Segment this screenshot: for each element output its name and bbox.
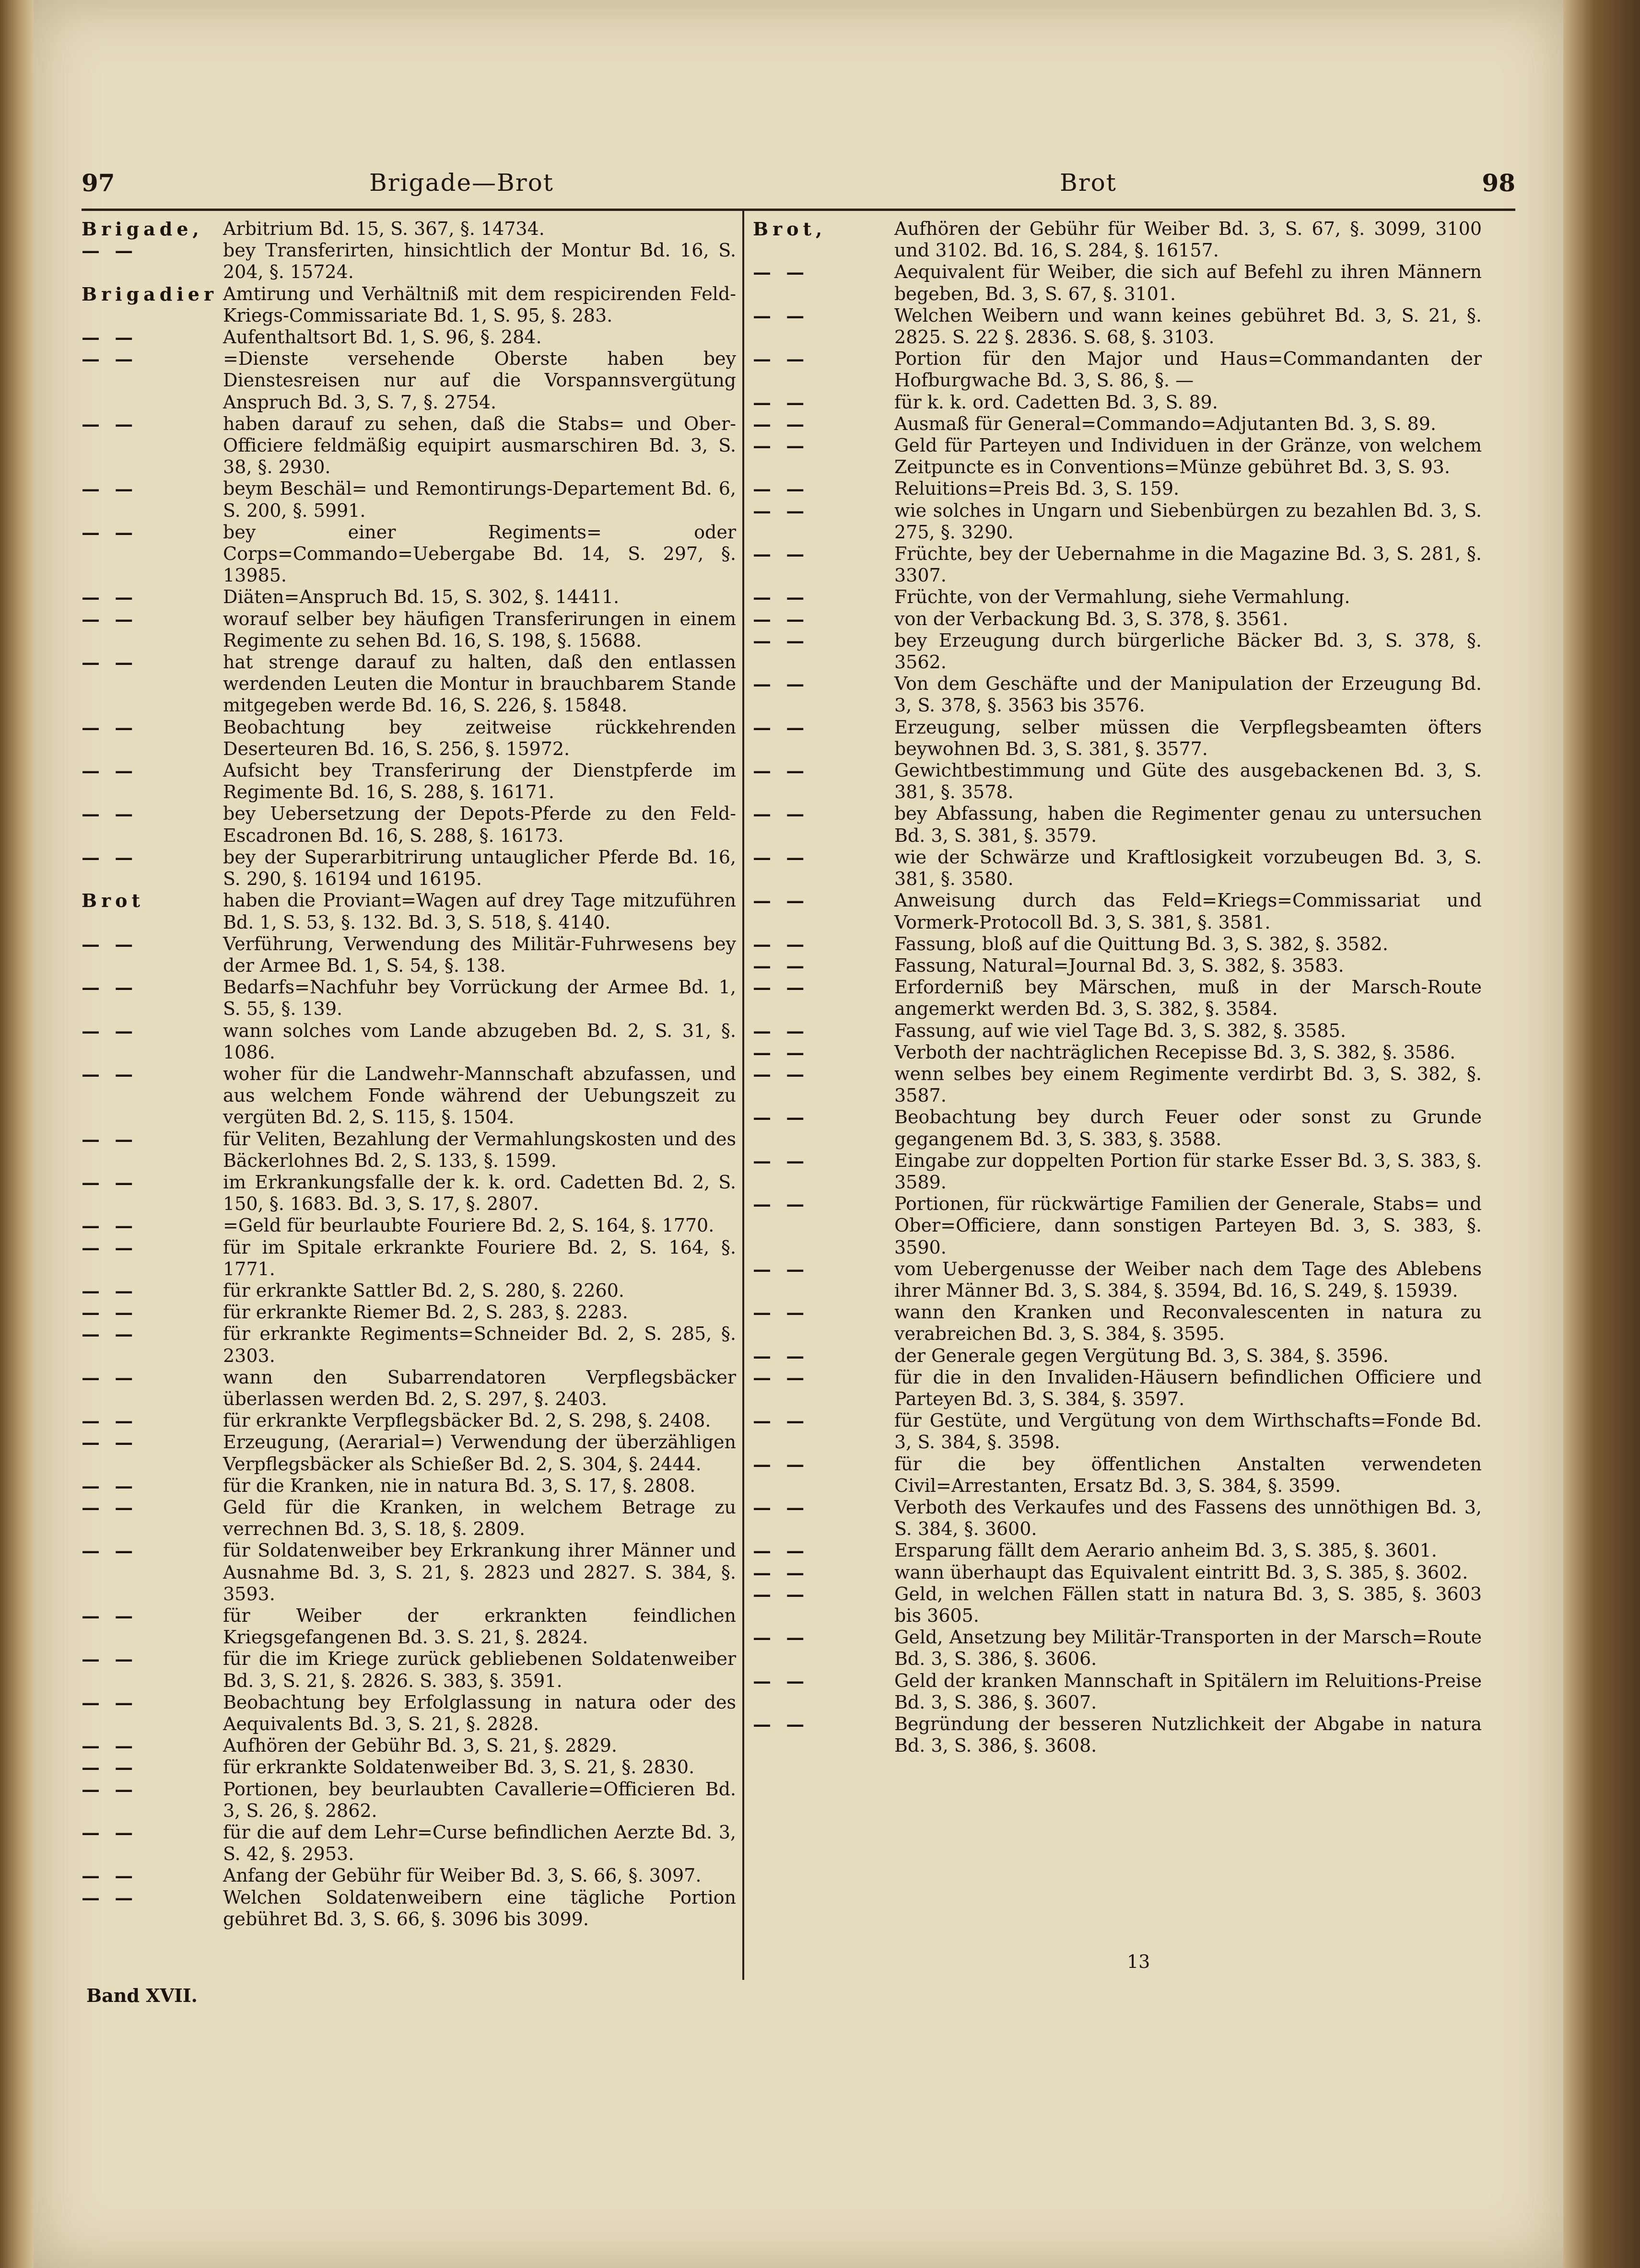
index-entry xyxy=(82,1302,736,1323)
entry-text: Fassung, bloß auf die Quittung Bd. 3, S. 382, §. 3582. xyxy=(894,933,1388,954)
index-entry xyxy=(753,803,1482,846)
right-page-number: 98 xyxy=(1482,169,1515,197)
index-entry xyxy=(753,435,1482,478)
entry-heading: — — xyxy=(82,1431,138,1454)
index-entry xyxy=(82,977,736,1020)
entry-text: Portionen, für rückwärtige Familien der Generale, Stabs= und Ober=Officiere, dann sonstigen Parteyen Bd. 3, S. 383, §. 3590. xyxy=(894,1193,1482,1258)
entry-heading: — — xyxy=(753,391,809,413)
entry-heading: Brot, xyxy=(753,218,827,240)
entry-text: =Geld für beurlaubte Fouriere Bd. 2, S. 164, §. 1770. xyxy=(223,1215,715,1236)
entry-text: Von dem Geschäfte und der Manipulation der Erzeugung Bd. 3, S. 378, §. 3563 bis 3576. xyxy=(894,673,1482,716)
index-entry xyxy=(753,1583,1482,1627)
left-column xyxy=(82,218,736,1930)
entry-heading: — — xyxy=(82,1756,138,1779)
entry-heading: — — xyxy=(753,1496,809,1518)
entry-text: für die bey öffentlichen Anstalten verwendeten Civil=Arrestanten, Ersatz Bd. 3, S. 384, §. 3599. xyxy=(894,1453,1482,1496)
entry-text: für im Spitale erkrankte Fouriere Bd. 2, S. 164, §. 1771. xyxy=(223,1236,736,1279)
index-entry xyxy=(753,1670,1482,1713)
entry-text: für Veliten, Bezahlung der Vermahlungskosten und des Bäckerlohnes Bd. 2, S. 133, §. 1599. xyxy=(223,1128,736,1171)
entry-heading: — — xyxy=(753,846,809,868)
index-entry xyxy=(82,1020,736,1063)
index-entry xyxy=(753,1367,1482,1410)
entry-heading: — — xyxy=(82,608,138,630)
column-divider xyxy=(742,211,744,1980)
entry-text: Aequivalent für Weiber, die sich auf Befehl zu ihren Männern begeben, Bd. 3, S. 67, §. 3101. xyxy=(894,261,1482,304)
index-entry xyxy=(753,890,1482,933)
index-entry xyxy=(82,240,736,283)
index-entry xyxy=(753,478,1482,500)
entry-text: Geld der kranken Mannschaft in Spitälern im Reluitions-Preise Bd. 3, S. 386, §. 3607. xyxy=(894,1670,1482,1713)
index-entry xyxy=(82,1323,736,1366)
entry-heading: — — xyxy=(82,478,138,500)
entry-text: Fassung, Natural=Journal Bd. 3, S. 382, §. 3583. xyxy=(894,954,1344,976)
index-entry xyxy=(82,1063,736,1128)
entry-heading: — — xyxy=(82,1865,138,1887)
index-entry xyxy=(82,326,736,348)
entry-text: für Weiber der erkrankten feindlichen Kriegsgefangenen Bd. 3. S. 21, §. 2824. xyxy=(223,1605,736,1648)
entry-heading: — — xyxy=(82,716,138,738)
index-entry xyxy=(82,933,736,977)
entry-text: Verboth des Verkaufes und des Fassens des unnöthigen Bd. 3, S. 384, §. 3600. xyxy=(894,1496,1482,1540)
index-entry xyxy=(753,1106,1482,1150)
entry-text: haben die Proviant=Wagen auf drey Tage mitzuführen Bd. 1, S. 53, §. 132. Bd. 3, S. 518, §. 4140. xyxy=(223,890,736,933)
index-entry xyxy=(82,586,736,608)
entry-heading: — — xyxy=(753,413,809,435)
index-entry xyxy=(753,955,1482,977)
entry-heading: — — xyxy=(82,1648,138,1670)
entry-heading: — — xyxy=(753,435,809,457)
entry-heading: — — xyxy=(82,1540,138,1562)
entry-heading: — — xyxy=(82,1020,138,1042)
entry-heading: — — xyxy=(82,1605,138,1627)
entry-text: Erzeugung, selber müssen die Verpflegsbeamten öfters beywohnen Bd. 3, S. 381, §. 3577. xyxy=(894,716,1482,759)
entry-heading: — — xyxy=(753,890,809,912)
volume-label: Band XVII. xyxy=(86,1985,198,2006)
left-page-number: 97 xyxy=(82,169,115,197)
entry-text: vom Uebergenusse der Weiber nach dem Tage des Ablebens ihrer Männer Bd. 3, S. 384, §. 3594, Bd. 16, S. 249, §. 15939. xyxy=(894,1258,1482,1301)
index-entry xyxy=(753,1042,1482,1063)
entry-text: hat strenge darauf zu halten, daß den entlassen werdenden Leuten die Montur in brauchbarem Stande mitgegeben werde Bd. 16, S. 226, §. 15848. xyxy=(223,651,736,716)
index-entry xyxy=(82,1605,736,1648)
entry-text: wann solches vom Lande abzugeben Bd. 2, S. 31, §. 1086. xyxy=(223,1020,736,1063)
index-entry xyxy=(82,1431,736,1475)
entry-text: Begründung der besseren Nutzlichkeit der Abgabe in natura Bd. 3, S. 386, §. 3608. xyxy=(894,1713,1482,1756)
entry-text: haben darauf zu sehen, daß die Stabs= und Ober-Officiere feldmäßig equipirt ausmarschiren Bd. 3, S. 38, §. 2930. xyxy=(223,413,736,478)
entry-text: Früchte, bey der Uebernahme in die Magazine Bd. 3, S. 281, §. 3307. xyxy=(894,543,1482,586)
entry-text: für erkrankte Verpflegsbäcker Bd. 2, S. 298, §. 2408. xyxy=(223,1410,711,1431)
entry-heading: — — xyxy=(753,1627,809,1649)
index-entry xyxy=(82,608,736,651)
index-entry xyxy=(753,1302,1482,1345)
signature-mark: 13 xyxy=(1127,1951,1150,1972)
entry-heading: — — xyxy=(753,1150,809,1172)
entry-heading: — — xyxy=(753,608,809,630)
index-entry xyxy=(82,348,736,413)
entry-heading: — — xyxy=(82,760,138,782)
entry-text: für die auf dem Lehr=Curse befindlichen Aerzte Bd. 3, S. 42, §. 2953. xyxy=(223,1822,736,1865)
entry-text: Beobachtung bey Erfolglassung in natura oder des Aequivalents Bd. 3, S. 21, §. 2828. xyxy=(223,1691,736,1735)
index-entry xyxy=(82,1172,736,1215)
entry-text: Aufsicht bey Transferirung der Dienstpferde im Regimente Bd. 16, S. 288, §. 16171. xyxy=(223,760,736,803)
entry-heading: — — xyxy=(82,1323,138,1345)
entry-text: worauf selber bey häufigen Transferirungen in einem Regimente zu sehen Bd. 16, S. 198, §. 15688. xyxy=(223,608,736,651)
index-page xyxy=(34,0,1563,2268)
entry-heading: — — xyxy=(82,1302,138,1324)
entry-text: Aufenthaltsort Bd. 1, S. 96, §. 284. xyxy=(223,326,542,348)
entry-text: beym Beschäl= und Remontirungs-Departement Bd. 6, S. 200, §. 5991. xyxy=(223,478,736,521)
index-entry xyxy=(753,1345,1482,1367)
entry-text: bey Abfassung, haben die Regimenter genau zu untersuchen Bd. 3, S. 381, §. 3579. xyxy=(894,803,1482,846)
index-entry xyxy=(82,1692,736,1735)
index-entry xyxy=(82,218,736,240)
entry-text: Welchen Soldatenweibern eine tägliche Portion gebühret Bd. 3, S. 66, §. 3096 bis 3099. xyxy=(223,1886,736,1930)
index-entry xyxy=(82,1367,736,1410)
entry-text: von der Verbackung Bd. 3, S. 378, §. 3561. xyxy=(894,608,1289,629)
entry-text: für erkrankte Sattler Bd. 2, S. 280, §. 2260. xyxy=(223,1279,624,1301)
index-entry xyxy=(82,1887,736,1930)
index-entry xyxy=(753,1193,1482,1258)
entry-heading: — — xyxy=(82,1171,138,1193)
entry-heading: — — xyxy=(753,673,809,695)
entry-text: für erkrankte Regiments=Schneider Bd. 2, S. 285, §. 2303. xyxy=(223,1323,736,1366)
entry-heading: — — xyxy=(753,304,809,326)
entry-text: bey Uebersetzung der Depots-Pferde zu den Feld-Escadronen Bd. 16, S. 288, §. 16173. xyxy=(223,803,736,846)
entry-heading: — — xyxy=(82,1735,138,1757)
index-entry xyxy=(82,1475,736,1497)
entry-heading: — — xyxy=(82,521,138,543)
index-entry xyxy=(753,673,1482,716)
index-entry xyxy=(82,1648,736,1691)
index-entry xyxy=(82,890,736,933)
entry-text: Eingabe zur doppelten Portion für starke Esser Bd. 3, S. 383, §. 3589. xyxy=(894,1150,1482,1193)
index-entry xyxy=(82,1237,736,1280)
entry-heading: — — xyxy=(753,478,809,500)
entry-heading: — — xyxy=(82,1886,138,1908)
entry-heading: — — xyxy=(753,1302,809,1324)
entry-heading: — — xyxy=(753,716,809,738)
entry-text: Geld für die Kranken, in welchem Betrage zu verrechnen Bd. 3, S. 18, §. 2809. xyxy=(223,1496,736,1540)
entry-heading: — — xyxy=(82,1691,138,1713)
entry-heading: — — xyxy=(82,1496,138,1518)
entry-text: für die in den Invaliden-Häusern befindlichen Officiere und Parteyen Bd. 3, S. 384, §. 3597. xyxy=(894,1366,1482,1409)
entry-heading: — — xyxy=(753,1020,809,1042)
entry-text: bey Erzeugung durch bürgerliche Bäcker Bd. 3, S. 378, §. 3562. xyxy=(894,629,1482,673)
entry-heading: — — xyxy=(753,1410,809,1432)
entry-text: für erkrankte Soldatenweiber Bd. 3, S. 21, §. 2830. xyxy=(223,1756,695,1778)
entry-text: Bedarfs=Nachfuhr bey Vorrückung der Armee Bd. 1, S. 55, §. 139. xyxy=(223,977,736,1020)
index-entry xyxy=(753,608,1482,630)
entry-heading: — — xyxy=(82,1475,138,1497)
index-entry xyxy=(82,1735,736,1756)
index-entry xyxy=(753,1562,1482,1583)
page-header xyxy=(82,169,1515,202)
entry-text: für die im Kriege zurück gebliebenen Soldatenweiber Bd. 3, S. 21, §. 2826. S. 383, §. 3591. xyxy=(223,1648,736,1691)
entry-heading: — — xyxy=(753,1561,809,1583)
entry-heading: — — xyxy=(753,1540,809,1562)
entry-text: Aufhören der Gebühr Bd. 3, S. 21, §. 2829. xyxy=(223,1735,617,1756)
entry-heading: — — xyxy=(82,977,138,999)
index-entry xyxy=(82,1756,736,1778)
index-entry xyxy=(82,760,736,803)
entry-text: Ersparung fällt dem Aerario anheim Bd. 3, S. 385, §. 3601. xyxy=(894,1540,1437,1561)
index-entry xyxy=(753,1150,1482,1193)
index-entry xyxy=(753,1627,1482,1670)
entry-heading: — — xyxy=(753,803,809,825)
entry-text: Aufhören der Gebühr für Weiber Bd. 3, S. 67, §. 3099, 3100 und 3102. Bd. 16, S. 284, §. 16157. xyxy=(894,218,1482,261)
index-entry xyxy=(753,933,1482,955)
entry-heading: — — xyxy=(82,586,138,608)
entry-heading: Brot xyxy=(82,890,145,912)
index-entry xyxy=(753,977,1482,1020)
entry-heading: — — xyxy=(82,933,138,955)
entry-heading: Brigadier xyxy=(82,283,218,305)
entry-heading: — — xyxy=(82,846,138,868)
index-entry xyxy=(753,630,1482,673)
entry-text: für die Kranken, nie in natura Bd. 3, S. 17, §. 2808. xyxy=(223,1475,696,1496)
index-entry xyxy=(82,413,736,478)
entry-heading: — — xyxy=(753,1106,809,1128)
entry-text: bey einer Regiments= oder Corps=Commando=Uebergabe Bd. 14, S. 297, §. 13985. xyxy=(223,521,736,586)
entry-text: Erforderniß bey Märschen, muß in der Marsch-Route angemerkt werden Bd. 3, S. 382, §. 3584. xyxy=(894,977,1482,1020)
entry-heading: — — xyxy=(82,1063,138,1085)
entry-text: Geld für Parteyen und Individuen in der Gränze, von welchem Zeitpuncte es in Conventions=Münze gebühret Bd. 3, S. 93. xyxy=(894,435,1482,478)
index-entry xyxy=(82,1497,736,1540)
entry-text: Früchte, von der Vermahlung, siehe Vermahlung. xyxy=(894,586,1350,608)
index-entry xyxy=(753,413,1482,435)
entry-heading: — — xyxy=(82,651,138,674)
entry-text: Amtirung und Verhältniß mit dem respicirenden Feld-Kriegs-Commissariate Bd. 1, S. 95, §. 283. xyxy=(223,283,736,326)
entry-heading: — — xyxy=(82,1366,138,1388)
entry-text: =Dienste versehende Oberste haben bey Dienstesreisen nur auf die Vorspannsvergütung Anspruch Bd. 3, S. 7, §. 2754. xyxy=(223,348,736,413)
entry-text: Reluitions=Preis Bd. 3, S. 159. xyxy=(894,478,1180,500)
entry-heading: — — xyxy=(753,1366,809,1388)
entry-text: Portionen, bey beurlaubten Cavallerie=Officieren Bd. 3, S. 26, §. 2862. xyxy=(223,1778,736,1821)
index-entry xyxy=(753,760,1482,803)
entry-heading: — — xyxy=(753,1063,809,1085)
right-column xyxy=(753,218,1482,1756)
entry-text: wann den Subarrendatoren Verpflegsbäcker überlassen werden Bd. 2, S. 297, §. 2403. xyxy=(223,1366,736,1409)
index-entry xyxy=(753,1497,1482,1540)
index-entry xyxy=(753,1258,1482,1302)
index-entry xyxy=(753,1020,1482,1042)
book-gutter-left xyxy=(0,0,34,2268)
entry-heading: — — xyxy=(753,1453,809,1475)
entry-heading: — — xyxy=(753,1345,809,1367)
entry-text: Welchen Weibern und wann keines gebühret Bd. 3, S. 21, §. 2825. S. 22 §. 2836. S. 68, §. 3103. xyxy=(894,304,1482,348)
entry-text: Fassung, auf wie viel Tage Bd. 3, S. 382, §. 3585. xyxy=(894,1020,1346,1041)
entry-text: für Gestüte, und Vergütung von dem Wirthschafts=Fonde Bd. 3, S. 384, §. 3598. xyxy=(894,1410,1482,1453)
entry-heading: — — xyxy=(82,1410,138,1432)
entry-heading: — — xyxy=(753,760,809,782)
entry-text: Ausmaß für General=Commando=Adjutanten Bd. 3, S. 89. xyxy=(894,413,1436,434)
index-entry xyxy=(82,717,736,760)
entry-text: bey Transferirten, hinsichtlich der Montur Bd. 16, S. 204, §. 15724. xyxy=(223,240,736,283)
index-entry xyxy=(753,348,1482,391)
index-entry xyxy=(82,1215,736,1236)
index-entry xyxy=(82,283,736,326)
entry-text: Erzeugung, (Aerarial=) Verwendung der überzähligen Verpflegsbäcker als Schießer Bd. 2, S. 304, §. 2444. xyxy=(223,1431,736,1475)
index-entry xyxy=(82,1128,736,1172)
entry-heading: — — xyxy=(753,954,809,977)
entry-text: Verboth der nachträglichen Recepisse Bd. 3, S. 382, §. 3586. xyxy=(894,1041,1456,1063)
index-entry xyxy=(82,1865,736,1886)
entry-text: bey der Superarbitrirung untauglicher Pferde Bd. 16, S. 290, §. 16194 und 16195. xyxy=(223,846,736,890)
entry-text: wie solches in Ungarn und Siebenbürgen zu bezahlen Bd. 3, S. 275, §. 3290. xyxy=(894,500,1482,543)
index-entry xyxy=(753,1063,1482,1106)
index-entry xyxy=(82,478,736,521)
entry-text: Beobachtung bey zeitweise rückkehrenden Deserteuren Bd. 16, S. 256, §. 15972. xyxy=(223,716,736,759)
entry-text: Geld, in welchen Fällen statt in natura Bd. 3, S. 385, §. 3603 bis 3605. xyxy=(894,1583,1482,1626)
right-running-title: Brot xyxy=(1060,169,1117,197)
entry-text: für erkrankte Riemer Bd. 2, S. 283, §. 2283. xyxy=(223,1302,628,1323)
entry-heading: — — xyxy=(753,261,809,283)
index-entry xyxy=(82,1779,736,1822)
entry-text: Beobachtung bey durch Feuer oder sonst zu Grunde gegangenem Bd. 3, S. 383, §. 3588. xyxy=(894,1106,1482,1150)
index-entry xyxy=(753,1540,1482,1561)
entry-heading: — — xyxy=(82,1236,138,1258)
index-entry xyxy=(753,500,1482,543)
entry-heading: — — xyxy=(82,1279,138,1302)
entry-text: wann überhaupt das Equivalent eintritt Bd. 3, S. 385, §. 3602. xyxy=(894,1561,1468,1583)
entry-text: im Erkrankungsfalle der k. k. ord. Cadetten Bd. 2, S. 150, §. 1683. Bd. 3, S. 17, §. 2807. xyxy=(223,1171,736,1215)
entry-text: der Generale gegen Vergütung Bd. 3, S. 384, §. 3596. xyxy=(894,1345,1389,1366)
entry-text: Arbitrium Bd. 15, S. 367, §. 14734. xyxy=(223,218,545,239)
entry-heading: — — xyxy=(753,1258,809,1280)
entry-text: wie der Schwärze und Kraftlosigkeit vorzubeugen Bd. 3, S. 381, §. 3580. xyxy=(894,846,1482,890)
entry-heading: — — xyxy=(753,629,809,651)
entry-heading: — — xyxy=(753,1041,809,1063)
entry-heading: — — xyxy=(82,348,138,370)
entry-heading: — — xyxy=(753,543,809,565)
index-entry xyxy=(753,586,1482,608)
entry-heading: Brigade, xyxy=(82,218,203,240)
entry-text: Gewichtbestimmung und Güte des ausgebackenen Bd. 3, S. 381, §. 3578. xyxy=(894,760,1482,803)
entry-heading: — — xyxy=(82,1215,138,1237)
index-entry xyxy=(82,847,736,890)
index-entry xyxy=(753,305,1482,348)
entry-text: wann den Kranken und Reconvalescenten in natura zu verabreichen Bd. 3, S. 384, §. 3595. xyxy=(894,1302,1482,1345)
index-entry xyxy=(753,392,1482,413)
entry-text: wenn selbes bey einem Regimente verdirbt Bd. 3, S. 382, §. 3587. xyxy=(894,1063,1482,1106)
index-entry xyxy=(82,1410,736,1431)
index-entry xyxy=(82,522,736,587)
entry-text: für Soldatenweiber bey Erkrankung ihrer Männer und Ausnahme Bd. 3, S. 21, §. 2823 und 2827. S. 384, §. 3593. xyxy=(223,1540,736,1605)
entry-text: Geld, Ansetzung bey Militär-Transporten in der Marsch=Route Bd. 3, S. 386, §. 3606. xyxy=(894,1627,1482,1670)
entry-heading: — — xyxy=(753,586,809,608)
header-rule xyxy=(82,209,1515,211)
entry-heading: — — xyxy=(753,500,809,522)
entry-text: Portion für den Major und Haus=Commandanten der Hofburgwache Bd. 3, S. 86, §. — xyxy=(894,348,1482,391)
entry-heading: — — xyxy=(82,803,138,825)
index-entry xyxy=(753,543,1482,586)
left-running-title: Brigade—Brot xyxy=(369,169,554,197)
entry-heading: — — xyxy=(82,1128,138,1150)
index-entry xyxy=(753,1713,1482,1756)
index-entry xyxy=(753,218,1482,261)
entry-heading: — — xyxy=(753,1193,809,1215)
index-entry xyxy=(82,1280,736,1302)
index-entry xyxy=(753,717,1482,760)
index-entry xyxy=(82,1822,736,1865)
entry-text: Anweisung durch das Feld=Kriegs=Commissariat und Vormerk-Protocoll Bd. 3, S. 381, §. 3581. xyxy=(894,890,1482,933)
index-entry xyxy=(753,1410,1482,1453)
entry-text: Verführung, Verwendung des Militär-Fuhrwesens bey der Armee Bd. 1, S. 54, §. 138. xyxy=(223,933,736,976)
book-edge-right xyxy=(1563,0,1640,2268)
entry-heading: — — xyxy=(82,1822,138,1844)
entry-heading: — — xyxy=(82,240,138,262)
entry-text: Anfang der Gebühr für Weiber Bd. 3, S. 66, §. 3097. xyxy=(223,1865,702,1886)
entry-heading: — — xyxy=(82,326,138,349)
index-entry xyxy=(82,803,736,846)
entry-heading: — — xyxy=(753,933,809,955)
entry-heading: — — xyxy=(753,977,809,999)
entry-heading: — — xyxy=(82,1778,138,1800)
entry-text: Diäten=Anspruch Bd. 15, S. 302, §. 14411. xyxy=(223,586,620,608)
index-entry xyxy=(753,1454,1482,1497)
index-entry xyxy=(753,847,1482,890)
entry-heading: — — xyxy=(753,1583,809,1605)
index-entry xyxy=(82,1540,736,1605)
entry-heading: — — xyxy=(753,1670,809,1692)
entry-heading: — — xyxy=(753,348,809,370)
entry-heading: — — xyxy=(82,413,138,435)
index-entry xyxy=(753,261,1482,304)
entry-heading: — — xyxy=(753,1713,809,1735)
entry-text: für k. k. ord. Cadetten Bd. 3, S. 89. xyxy=(894,391,1218,413)
entry-text: woher für die Landwehr-Mannschaft abzufassen, und aus welchem Fonde während der Uebungszeit zu vergüten Bd. 2, S. 115, §. 1504. xyxy=(223,1063,736,1128)
index-entry xyxy=(82,651,736,717)
